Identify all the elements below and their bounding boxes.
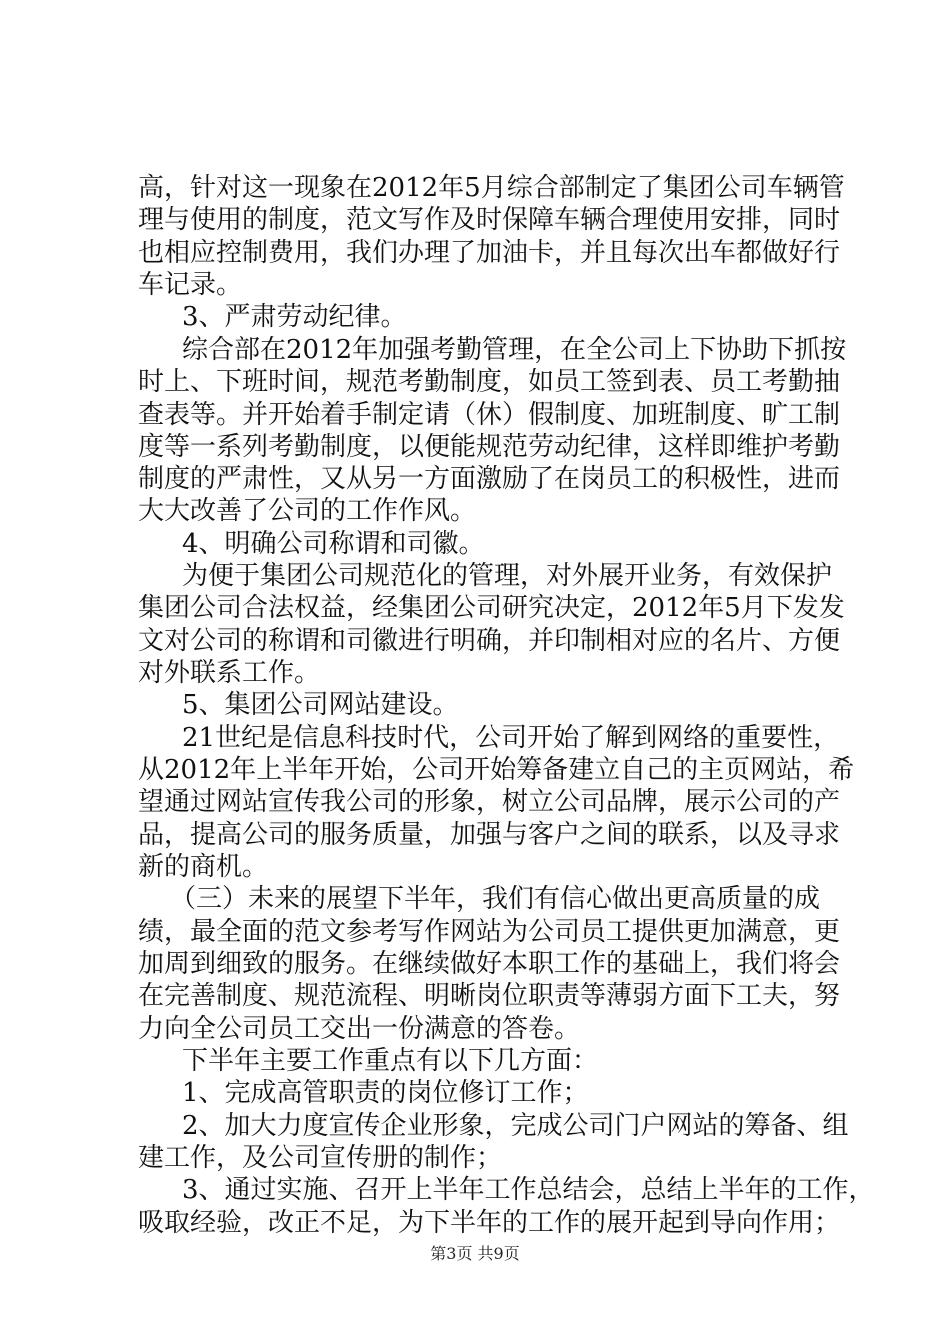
body-line: 从2012年上半年开始，公司开始筹备建立自己的主页网站，希	[138, 755, 855, 785]
body-line: 对外联系工作。	[138, 658, 321, 688]
body-line: 在完善制度、规范流程、明晰岗位职责等薄弱方面下工夫，努	[138, 981, 841, 1011]
body-line: 吸取经验，改正不足，为下半年的工作的展开起到导向作用；	[138, 1208, 841, 1238]
body-line: 下半年主要工作重点有以下几方面：	[182, 1046, 599, 1076]
list-item: 1、完成高管职责的岗位修订工作；	[182, 1078, 589, 1108]
body-line: 新的商机。	[138, 852, 269, 882]
body-line: 高，针对这一现象在2012年5月综合部制定了集团公司车辆管	[138, 173, 845, 203]
body-line: 理与使用的制度，范文写作及时保障车辆合理使用安排，同时	[138, 205, 841, 235]
body-line: 品，提高公司的服务质量，加强与客户之间的联系，以及寻求	[138, 820, 841, 850]
body-line: 集团公司合法权益，经集团公司研究决定，2012年5月下发发	[138, 593, 845, 623]
body-line: 度等一系列考勤制度，以便能规范劳动纪律，这样即维护考勤	[138, 432, 841, 462]
body-line: 也相应控制费用，我们办理了加油卡，并且每次出车都做好行	[138, 238, 841, 268]
body-line: 望通过网站宣传我公司的形象，树立公司品牌，展示公司的产	[138, 787, 841, 817]
body-line: 绩，最全面的范文参考写作网站为公司员工提供更加满意，更	[138, 917, 841, 947]
section-heading: 5、集团公司网站建设。	[182, 690, 459, 720]
list-item: 2、加大力度宣传企业形象，完成公司门户网站的筹备、组	[182, 1111, 849, 1141]
body-line: 21世纪是信息科技时代，公司开始了解到网络的重要性，	[182, 723, 840, 753]
body-line: 车记录。	[138, 270, 243, 300]
list-item: 3、通过实施、召开上半年工作总结会，总结上半年的工作，	[182, 1175, 875, 1205]
body-line: 查表等。并开始着手制定请（休）假制度、加班制度、旷工制	[138, 400, 841, 430]
body-line: 综合部在2012年加强考勤管理，在全公司上下协助下抓按	[182, 335, 847, 365]
body-line: （三）未来的展望下半年，我们有信心做出更高质量的成	[170, 884, 821, 914]
body-line: 制度的严肃性，又从另一方面激励了在岗员工的积极性，进而	[138, 464, 841, 494]
section-heading: 4、明确公司称谓和司徽。	[182, 529, 485, 559]
body-line: 加周到细致的服务。在继续做好本职工作的基础上，我们将会	[138, 949, 841, 979]
body-line: 力向全公司员工交出一份满意的答卷。	[138, 1014, 581, 1044]
body-line: 建工作，及公司宣传册的制作；	[138, 1143, 503, 1173]
body-line: 时上、下班时间，规范考勤制度，如员工签到表、员工考勤抽	[138, 367, 841, 397]
body-line: 大大改善了公司的工作作风。	[138, 496, 477, 526]
page-footer: 第3页 共9页	[430, 1244, 520, 1263]
body-line: 为便于集团公司规范化的管理，对外展开业务，有效保护	[182, 561, 833, 591]
body-line: 文对公司的称谓和司徽进行明确，并印制相对应的名片、方便	[138, 626, 841, 656]
section-heading: 3、严肃劳动纪律。	[182, 302, 407, 332]
